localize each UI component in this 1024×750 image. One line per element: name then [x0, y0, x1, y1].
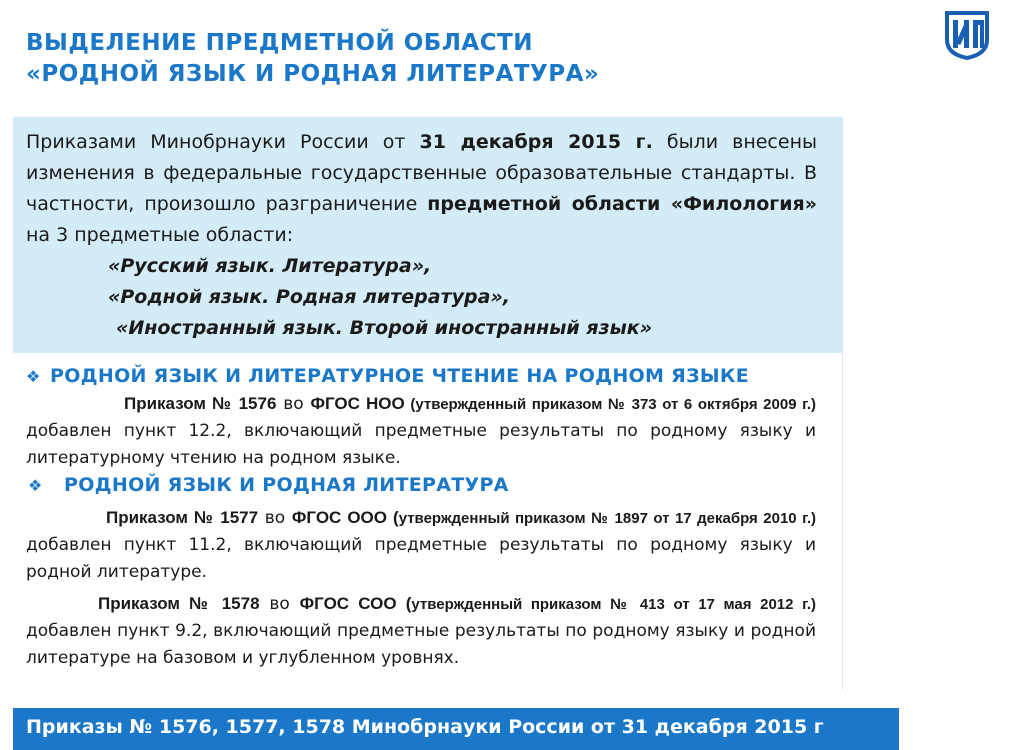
subject-item: «Иностранный язык. Второй иностранный язык» [116, 317, 652, 339]
footer-text: Приказы № 1576, 1577, 1578 Минобрнауки России от 31 декабря 2015 г [26, 716, 824, 738]
order-1577-text: Приказом № 1577 во ФГОС ООО (утвержденный приказом № 1897 от 17 декабря 2010 г.) добавлен пункт 11.2, включающий предметные результаты по родному языку и родной литературе. [26, 508, 817, 582]
order-1578-text: Приказом № 1578 во ФГОС СОО (утвержденный приказом № 413 от 17 мая 2012 г.) добавлен пункт 9.2, включающий предметные результаты по родному языку и родной литературе на базовом и углубленном уровнях. [26, 594, 816, 668]
section-2-heading: ❖ РОДНОЙ ЯЗЫК И РОДНАЯ ЛИТЕРАТУРА [26, 472, 816, 499]
publisher-logo-icon [944, 10, 990, 60]
intro-area: предметной области «Филология» [427, 193, 817, 215]
subject-item: «Русский язык. Литература», [108, 255, 432, 277]
intro-date: 31 декабря 2015 г. [419, 131, 653, 153]
order-1576-text: Приказом № 1576 во ФГОС НОО (утвержденный приказом № 373 от 6 октября 2009 г.) добавлен пункт 12.2, включающий предметные результаты по родному языку и литературному чтению на родном языке. [26, 394, 817, 468]
diamond-bullet-icon: ❖ [28, 476, 43, 495]
intro-paragraph: Приказами Минобрнауки России от 31 декабря 2015 г. были внесены изменения в федеральные государственные образовательные стандарты. В частности, произошло разграничение предметной области «Филология» на 3 предметные области: [26, 131, 817, 246]
slide-title [26, 28, 599, 90]
diamond-bullet-icon: ❖ [26, 367, 41, 386]
orders-block [13, 353, 843, 690]
subject-item: «Родной язык. Родная литература», [108, 286, 510, 308]
intro-block [13, 117, 843, 353]
title-line-2: «РОДНОЙ ЯЗЫК И РОДНАЯ ЛИТЕРАТУРА» [26, 61, 600, 87]
footer-banner [13, 708, 899, 750]
section-1-heading: ❖ РОДНОЙ ЯЗЫК И ЛИТЕРАТУРНОЕ ЧТЕНИЕ НА РОДНОМ ЯЗЫКЕ [26, 363, 816, 390]
subject-list [26, 251, 817, 344]
title-line-1: ВЫДЕЛЕНИЕ ПРЕДМЕТНОЙ ОБЛАСТИ [26, 30, 534, 56]
